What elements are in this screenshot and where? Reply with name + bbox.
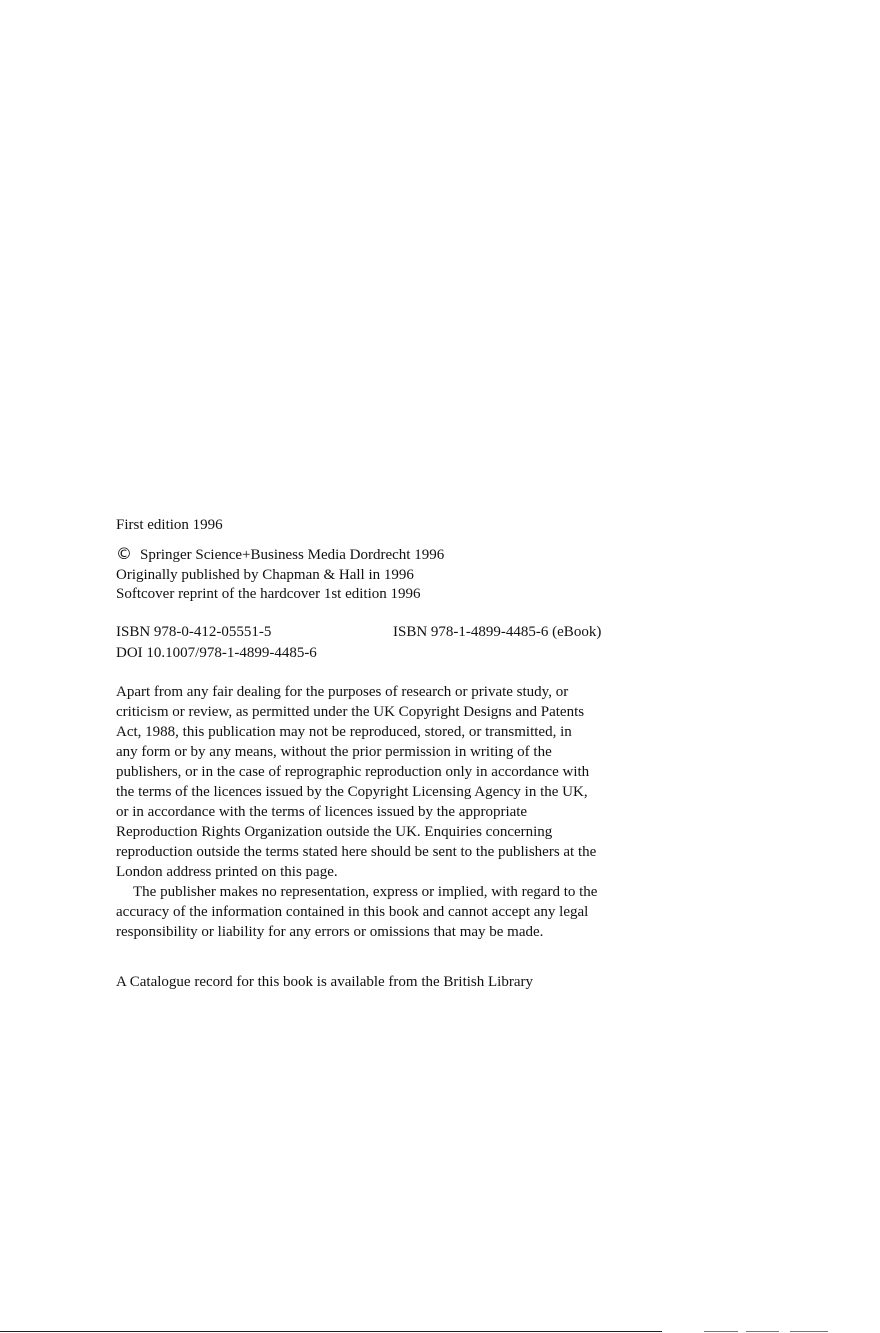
rights-line: the terms of the licences issued by the Copyright Licensing Agency in the UK,: [116, 784, 588, 800]
rights-line: reproduction outside the terms stated here should be sent to the publishers at the: [116, 844, 597, 860]
copyright-line: [116, 545, 444, 564]
bottom-dash: [746, 1331, 779, 1332]
disclaimer-line: accuracy of the information contained in this book and cannot accept any legal: [116, 904, 589, 920]
rights-line: London address printed on this page.: [116, 864, 338, 880]
rights-line: Reproduction Rights Organization outside the UK. Enquiries concerning: [116, 824, 553, 840]
bottom-dash: [790, 1331, 828, 1332]
isbn-ebook: ISBN 978-1-4899-4485-6 (eBook): [393, 624, 602, 640]
softcover-reprint-line: Softcover reprint of the hardcover 1st edition 1996: [116, 586, 421, 602]
rights-line: Act, 1988, this publication may not be reproduced, stored, or transmitted, in: [116, 724, 572, 740]
first-edition-line: First edition 1996: [116, 517, 223, 533]
copyright-icon: ©: [116, 544, 132, 563]
rights-line: criticism or review, as permitted under the UK Copyright Designs and Patents: [116, 704, 585, 720]
disclaimer-line: responsibility or liability for any errors or omissions that may be made.: [116, 924, 544, 940]
copyright-text: Springer Science+Business Media Dordrecht 1996: [140, 547, 445, 563]
doi-line: DOI 10.1007/978-1-4899-4485-6: [116, 645, 317, 661]
catalogue-note: A Catalogue record for this book is available from the British Library: [116, 974, 533, 990]
originally-published-line: Originally published by Chapman & Hall in 1996: [116, 567, 414, 583]
rights-line: any form or by any means, without the prior permission in writing of the: [116, 744, 552, 760]
isbn-print: ISBN 978-0-412-05551-5: [116, 624, 272, 640]
bottom-rule: [0, 1331, 662, 1332]
bottom-dash: [704, 1331, 738, 1332]
rights-line: or in accordance with the terms of licences issued by the appropriate: [116, 804, 528, 820]
rights-line: publishers, or in the case of reprographic reproduction only in accordance with: [116, 764, 590, 780]
rights-line: Apart from any fair dealing for the purposes of research or private study, or: [116, 684, 569, 700]
disclaimer-line: The publisher makes no representation, express or implied, with regard to the: [133, 884, 598, 900]
